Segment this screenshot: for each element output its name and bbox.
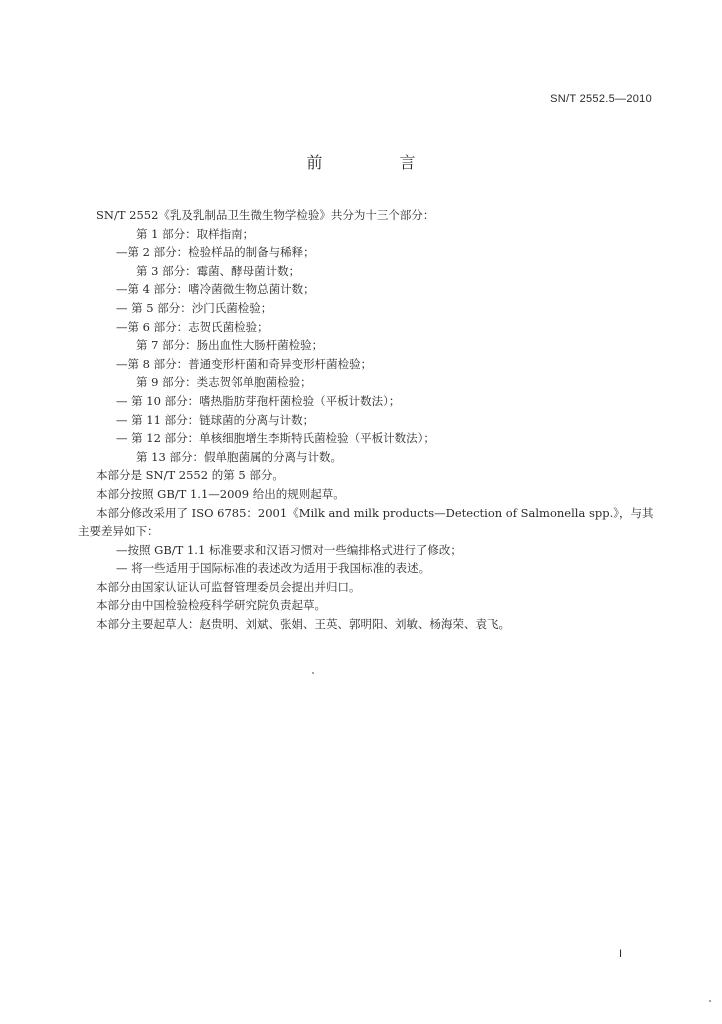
part-list-item: — 第 10 部分：嗜热脂肪芽孢杆菌检验（平板计数法）； xyxy=(116,393,401,408)
part-list-item: — 第 12 部分：单核细胞增生李斯特氏菌检验（平板计数法）； xyxy=(116,431,435,446)
iso-adoption-statement: 本部分修改采用了 ISO 6785：2001《Milk and milk products—Detection of Salmonella spp.》，与其 xyxy=(96,505,654,520)
part-list-item: — 第 5 部分：沙门氏菌检验； xyxy=(116,300,273,315)
scan-speck xyxy=(312,672,314,674)
document-code: SN/T 2552.5—2010 xyxy=(550,93,652,105)
page-number: I xyxy=(619,948,623,960)
part-list-item: —第 2 部分：检验样品的制备与稀释； xyxy=(116,245,315,260)
part-list-item: 第 7 部分：肠出血性大肠杆菌检验； xyxy=(136,338,324,353)
part-statement: 本部分是 SN/T 2552 的第 5 部分。 xyxy=(96,468,284,483)
scan-speck xyxy=(709,1000,711,1002)
difference-item: — 将一些适用于国际标准的表述改为适用于我国标准的表述。 xyxy=(116,561,431,576)
part-list-item: 第 13 部分：假单胞菌属的分离与计数。 xyxy=(136,449,342,464)
part-list-item: —第 8 部分：普通变形杆菌和奇异变形杆菌检验； xyxy=(116,356,373,371)
intro-paragraph: SN/T 2552《乳及乳制品卫生微生物学检验》共分为十三个部分： xyxy=(96,208,435,222)
proposed-by-statement: 本部分由国家认证认可监督管理委员会提出并归口。 xyxy=(96,579,361,594)
drafted-by-statement: 本部分由中国检验检疫科学研究院负责起草。 xyxy=(96,598,326,613)
part-list-item: —第 4 部分：嗜冷菌微生物总菌计数； xyxy=(116,282,315,297)
iso-adoption-statement-continued: 主要差异如下： xyxy=(78,524,159,539)
drafting-rules-statement: 本部分按照 GB/T 1.1—2009 给出的规则起草。 xyxy=(96,486,345,501)
page-title: 前 言 xyxy=(306,153,452,172)
difference-item: —按照 GB/T 1.1 标准要求和汉语习惯对一些编排格式进行了修改； xyxy=(116,542,462,557)
drafters-statement: 本部分主要起草人：赵贵明、刘斌、张娟、王英、郭明阳、刘敏、杨海荣、袁飞。 xyxy=(96,617,510,632)
document-body xyxy=(78,206,671,634)
part-list-item: 第 3 部分：霉菌、酵母菌计数； xyxy=(136,263,301,278)
part-list-item: — 第 11 部分：链球菌的分离与计数； xyxy=(116,412,315,427)
part-list-item: —第 6 部分：志贺氏菌检验； xyxy=(116,319,269,334)
part-list-item: 第 9 部分：类志贺邻单胞菌检验； xyxy=(136,375,312,390)
part-list-item: 第 1 部分：取样指南； xyxy=(136,226,255,241)
